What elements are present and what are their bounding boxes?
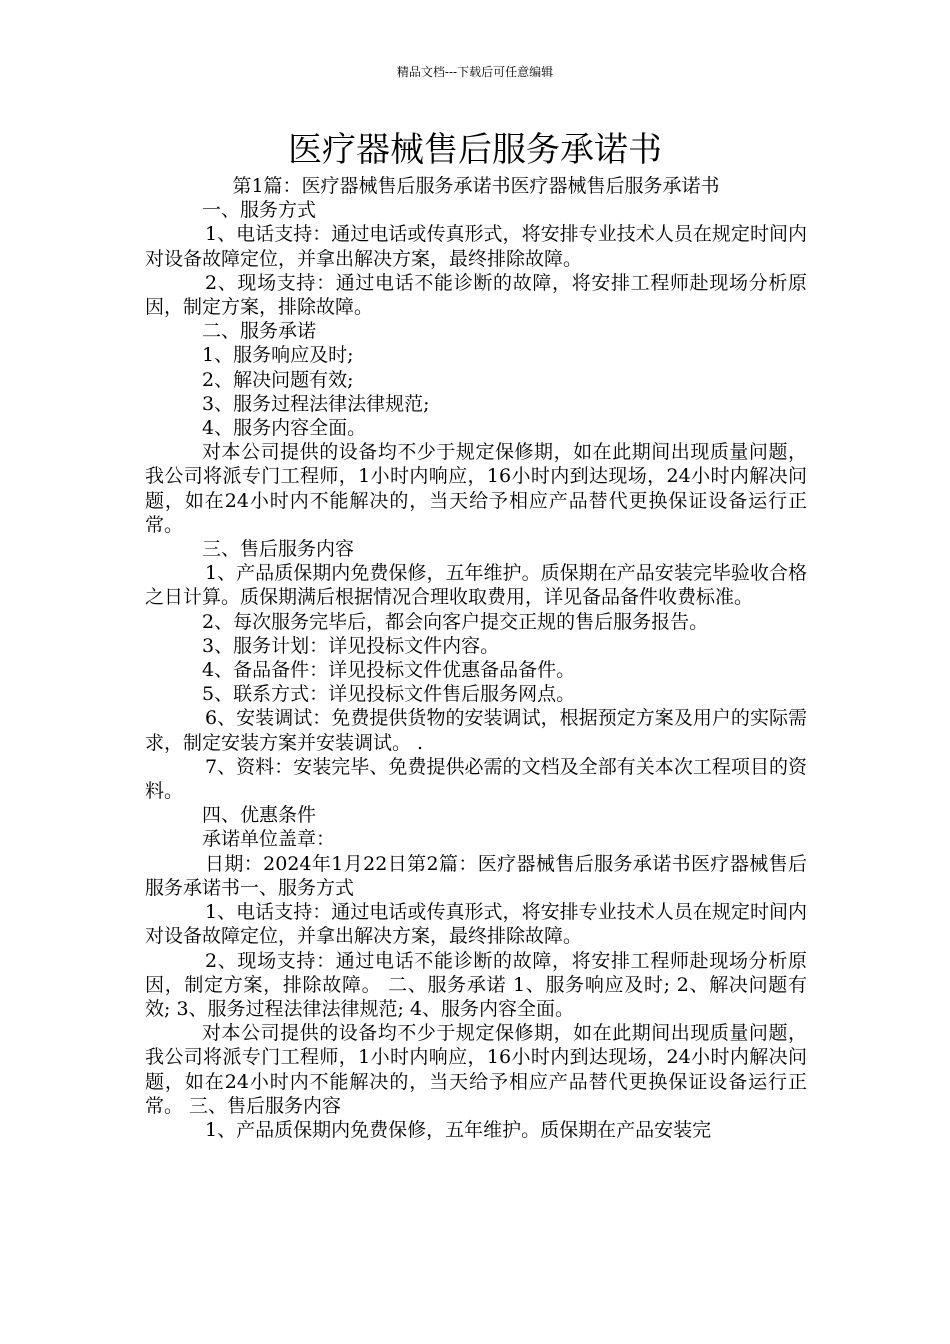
list-item: 3、服务过程法律法律规范;: [202, 392, 430, 415]
document-title: 医疗器械售后服务承诺书: [288, 130, 662, 170]
list-item: 1、服务响应及时;: [202, 344, 354, 367]
heading-after-sales-content: 三、售后服务内容: [202, 538, 355, 561]
list-item: 4、服务内容全面。: [202, 417, 367, 440]
list-item: 5、联系方式：详见投标文件售后服务网点。: [202, 683, 576, 706]
paragraph: 2、现场支持：通过电话不能诊断的故障，将安排工程师赴现场分析原因，制定方案，排除故障。: [145, 271, 807, 319]
list-item: 4、备品备件：详见投标文件优惠备品备件。: [202, 659, 576, 682]
paragraph: 1、产品质保期内免费保修，五年维护。质保期在产品安装完: [205, 1118, 712, 1141]
list-item: 3、服务计划：详见投标文件内容。: [202, 634, 500, 657]
paragraph: 1、电话支持：通过电话或传真形式，将安排专业技术人员在规定时间内对设备故障定位，并拿出解决方案，最终排除故障。: [145, 223, 807, 270]
date-line: 日期：2024年1月22日第2篇：医疗器械售后服务承诺书医疗器械售后服务承诺书一、服务方式: [145, 852, 807, 899]
heading-service-commitment: 二、服务承诺: [202, 320, 317, 343]
paragraph: 1、电话支持：通过电话或传真形式，将安排专业技术人员在规定时间内对设备故障定位，并拿出解决方案，最终排除故障。: [145, 901, 807, 948]
paragraph: 7、资料：安装完毕、免费提供必需的文档及全部有关本次工程项目的资料。: [145, 755, 807, 803]
section-heading-part-1: 第1篇：医疗器械售后服务承诺书医疗器械售后服务承诺书: [232, 175, 720, 197]
paragraph: 1、产品质保期内免费保修，五年维护。质保期在产品安装完毕验收合格之日计算。质保期满后根据情况合理收取费用，详见备品备件收费标准。: [145, 562, 807, 609]
list-item: 2、解决问题有效;: [202, 368, 354, 391]
paragraph: 对本公司提供的设备均不少于规定保修期，如在此期间出现质量问题，我公司将派专门工程师，1小时内响应，16小时内到达现场，24小时内解决问题，如在24小时内不能解决的，当天给予相应产品替代更换保证设备运行正常。 三、售后服务内容: [145, 1022, 807, 1117]
list-item: 2、每次服务完毕后，都会向客户提交正规的售后服务报告。: [202, 610, 709, 633]
page-header: 精品文档---下载后可任意编辑: [396, 65, 554, 79]
paragraph: 2、现场支持：通过电话不能诊断的故障，将安排工程师赴现场分析原因，制定方案，排除故障。 二、服务承诺 1、服务响应及时; 2、解决问题有效; 3、服务过程法律法律规范; 4、服务内容全面。: [145, 949, 807, 1020]
heading-service-mode: 一、服务方式: [202, 199, 317, 222]
paragraph: 对本公司提供的设备均不少于规定保修期，如在此期间出现质量问题，我公司将派专门工程师，1小时内响应，16小时内到达现场，24小时内解决问题，如在24小时内不能解决的，当天给予相应产品替代更换保证设备运行正常。: [145, 441, 807, 536]
document-body: [145, 174, 807, 1142]
seal-line: 承诺单位盖章：: [202, 828, 336, 851]
heading-discount-terms: 四、优惠条件: [202, 804, 317, 827]
paragraph: 6、安装调试：免费提供货物的安装调试，根据预定方案及用户的实际需求，制定安装方案并安装调试。 .: [145, 707, 807, 754]
